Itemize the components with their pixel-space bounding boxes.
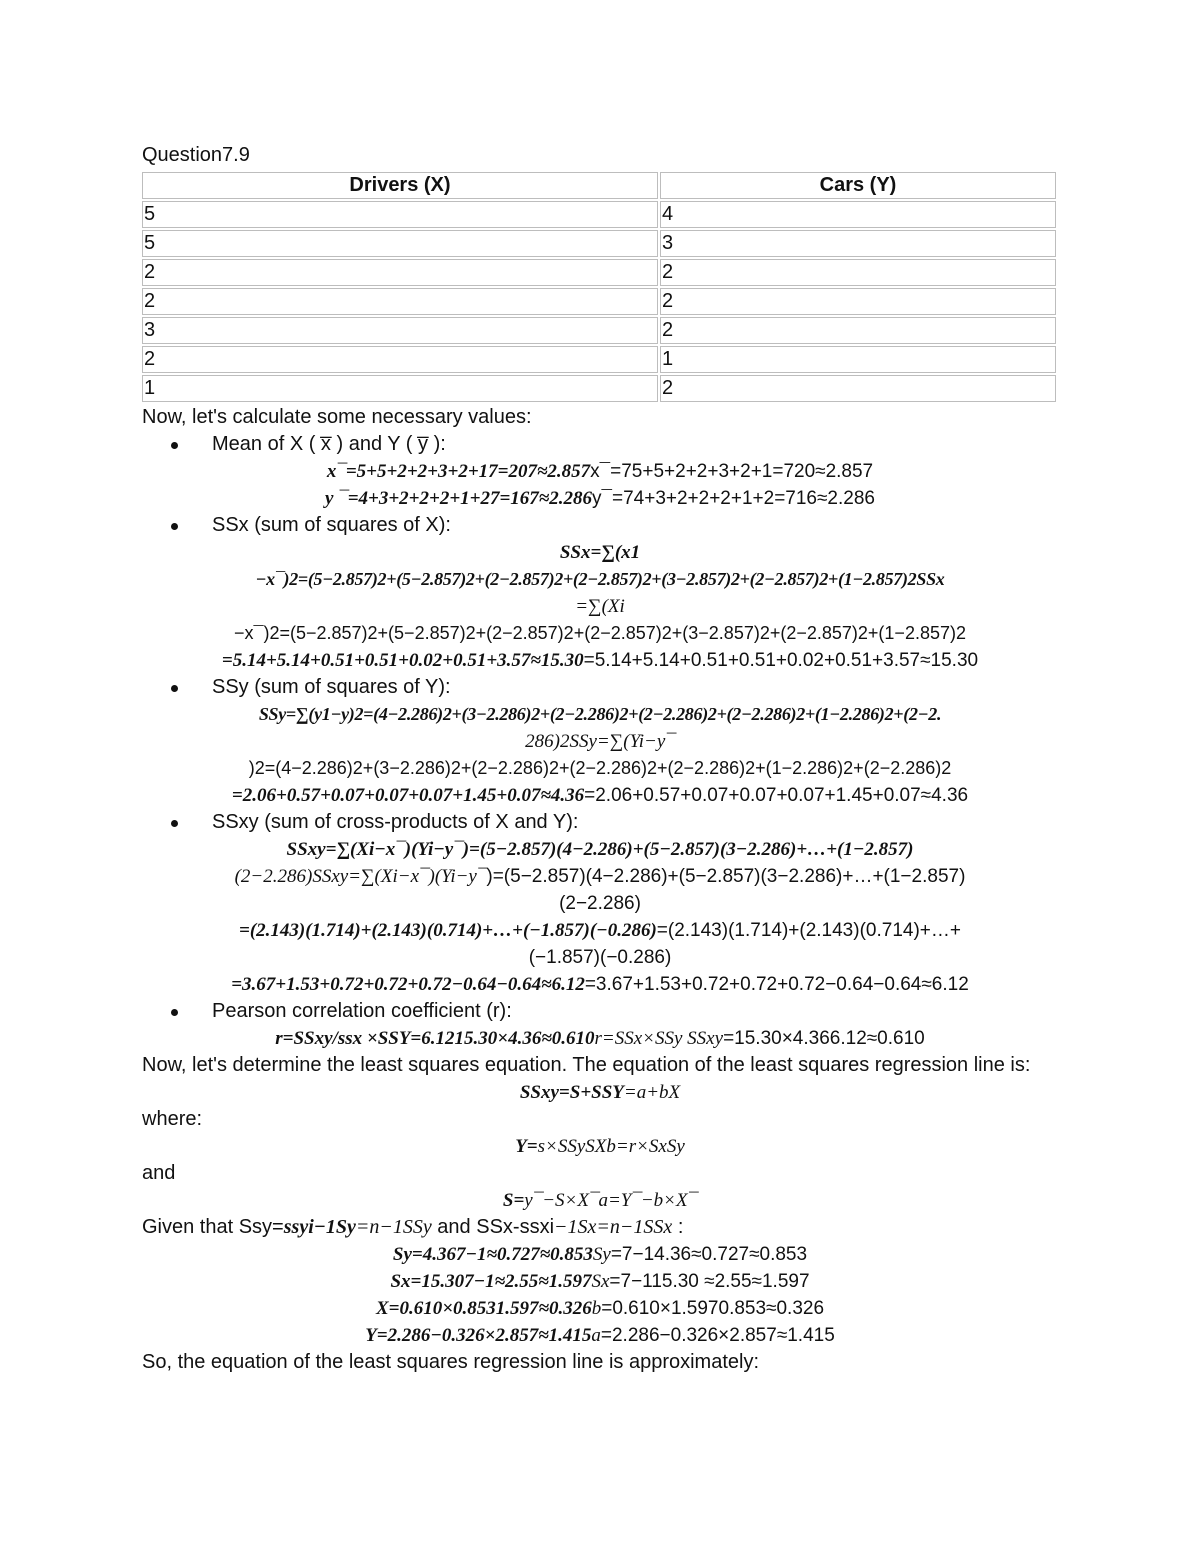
bullet-pearson: Pearson correlation coefficient (r):	[142, 998, 1058, 1025]
cell-x: 5	[142, 230, 658, 257]
table-row	[142, 375, 1056, 402]
cell-x: 3	[142, 317, 658, 344]
equation-sy: Sy=4.367−1≈0.727≈0.853Sy=7−14.36≈0.727≈0.853	[392, 1244, 808, 1265]
equation-a: Y=2.286−0.326×2.857≈1.415a=2.286−0.326×2.857≈1.415	[365, 1325, 835, 1346]
header-cars: Cars (Y)	[660, 172, 1056, 199]
equation-ssxy-2: (2−2.286)SSxy=∑(Xi−x¯)(Yi−y¯)=(5−2.857)(4−2.286)+(5−2.857)(3−2.286)+…+(1−2.857)	[234, 866, 966, 887]
equation-ssy-2: 286)2SSy=∑(Yi−y¯	[525, 731, 675, 752]
equation-ssxy-4: =(2.143)(1.714)+(2.143)(0.714)+…+(−1.857)(−0.286)=(2.143)(1.714)+(2.143)(0.714)+…+	[239, 920, 961, 941]
equation-ssxy-6: =3.67+1.53+0.72+0.72+0.72−0.64−0.64≈6.12=3.67+1.53+0.72+0.72+0.72−0.64−0.64≈6.12	[231, 974, 969, 995]
table-row	[142, 259, 1056, 286]
equation-ssx-3: =∑(Xi	[575, 596, 625, 617]
equation-ssx-2: −x¯)2=(5−2.857)2+(5−2.857)2+(2−2.857)2+(2−2.857)2+(3−2.857)2+(2−2.857)2+(1−2.857)2SSx	[255, 569, 945, 589]
cell-y: 2	[660, 317, 1056, 344]
least-squares-intro: Now, let's determine the least squares equation. The equation of the least squares regression line is:	[142, 1054, 1031, 1076]
equation-ssxy-3: (2−2.286)	[559, 893, 641, 914]
equation-pearson: r=SSxy/ssx ×SSY=6.1215.30×4.36≈0.610r=SSx×SSy SSxy=15.30×4.366.12≈0.610	[275, 1028, 925, 1049]
equation-ssy-3: )2=(4−2.286)2+(3−2.286)2+(2−2.286)2+(2−2.286)2+(2−2.286)2+(1−2.286)2+(2−2.286)2	[248, 758, 952, 778]
bullet-ssx: SSx (sum of squares of X):	[142, 512, 1058, 539]
document-page	[142, 140, 1058, 1376]
equation-sx: Sx=15.307−1≈2.55≈1.597Sx=7−115.30 ≈2.55≈1.597	[390, 1271, 810, 1292]
cell-x: 2	[142, 288, 658, 315]
question-title: Question7.9	[142, 144, 250, 166]
table-row	[142, 201, 1056, 228]
bullet-ssy: SSy (sum of squares of Y):	[142, 674, 1058, 701]
cell-x: 5	[142, 201, 658, 228]
equation-regression-line: SSxy=S+SSY=a+bX	[519, 1082, 681, 1103]
data-table	[140, 170, 1058, 404]
equation-ssy-1: SSy=∑(y1−y)2=(4−2.286)2+(3−2.286)2+(2−2.286)2+(2−2.286)2+(2−2.286)2+(1−2.286)2+(2−2.	[258, 704, 942, 724]
given-text: Given that Ssy=ssyi−1Sy=n−1SSy and SSx-ssxi−1Sx=n−1SSx :	[142, 1216, 684, 1238]
table-row	[142, 346, 1056, 373]
table-row	[142, 230, 1056, 257]
table-row	[142, 317, 1056, 344]
cell-y: 4	[660, 201, 1056, 228]
intro-text: Now, let's calculate some necessary values:	[142, 406, 532, 428]
conclusion-text: So, the equation of the least squares regression line is approximately:	[142, 1351, 760, 1373]
where-label: where:	[142, 1108, 203, 1130]
equation-ssx-4: −x¯)2=(5−2.857)2+(5−2.857)2+(2−2.857)2+(2−2.857)2+(3−2.857)2+(2−2.857)2+(1−2.857)2	[234, 623, 966, 643]
cell-x: 2	[142, 346, 658, 373]
cell-y: 2	[660, 375, 1056, 402]
equation-mean-x: x¯=5+5+2+2+3+2+17=207≈2.857x¯=75+5+2+2+3+2+1=720≈2.857	[326, 461, 874, 482]
and-label: and	[142, 1162, 176, 1184]
table-row	[142, 288, 1056, 315]
equation-ssxy-5: (−1.857)(−0.286)	[528, 947, 672, 968]
equation-b: X=0.610×0.8531.597≈0.326b=0.610×1.5970.853≈0.326	[375, 1298, 825, 1319]
cell-y: 1	[660, 346, 1056, 373]
equation-ssx-5: =5.14+5.14+0.51+0.51+0.02+0.51+3.57≈15.30=5.14+5.14+0.51+0.51+0.02+0.51+3.57≈15.30	[221, 650, 979, 671]
equation-mean-y: y ¯=4+3+2+2+2+1+27=167≈2.286y¯=74+3+2+2+2+1+2=716≈2.286	[325, 488, 875, 509]
cell-y: 3	[660, 230, 1056, 257]
equation-ssy-4: =2.06+0.57+0.07+0.07+0.07+1.45+0.07≈4.36=2.06+0.57+0.07+0.07+0.07+1.45+0.07≈4.36	[231, 785, 969, 806]
bullet-ssxy: SSxy (sum of cross-products of X and Y):	[142, 809, 1058, 836]
equation-slope: Y=s×SSySXb=r×SxSy	[515, 1136, 685, 1157]
bullet-mean: Mean of X ( x̅ ) and Y ( y̅ ):	[142, 431, 1058, 458]
cell-x: 2	[142, 259, 658, 286]
equation-ssxy-1: SSxy=∑(Xi−x¯)(Yi−y¯)=(5−2.857)(4−2.286)+(5−2.857)(3−2.286)+…+(1−2.857)	[286, 839, 914, 860]
cell-x: 1	[142, 375, 658, 402]
table-header-row	[142, 172, 1056, 199]
equation-ssx-1: SSx=∑(x1	[559, 542, 641, 563]
cell-y: 2	[660, 259, 1056, 286]
header-drivers: Drivers (X)	[142, 172, 658, 199]
cell-y: 2	[660, 288, 1056, 315]
equation-intercept: S=y¯−S×X¯a=Y¯−b×X¯	[502, 1190, 698, 1211]
